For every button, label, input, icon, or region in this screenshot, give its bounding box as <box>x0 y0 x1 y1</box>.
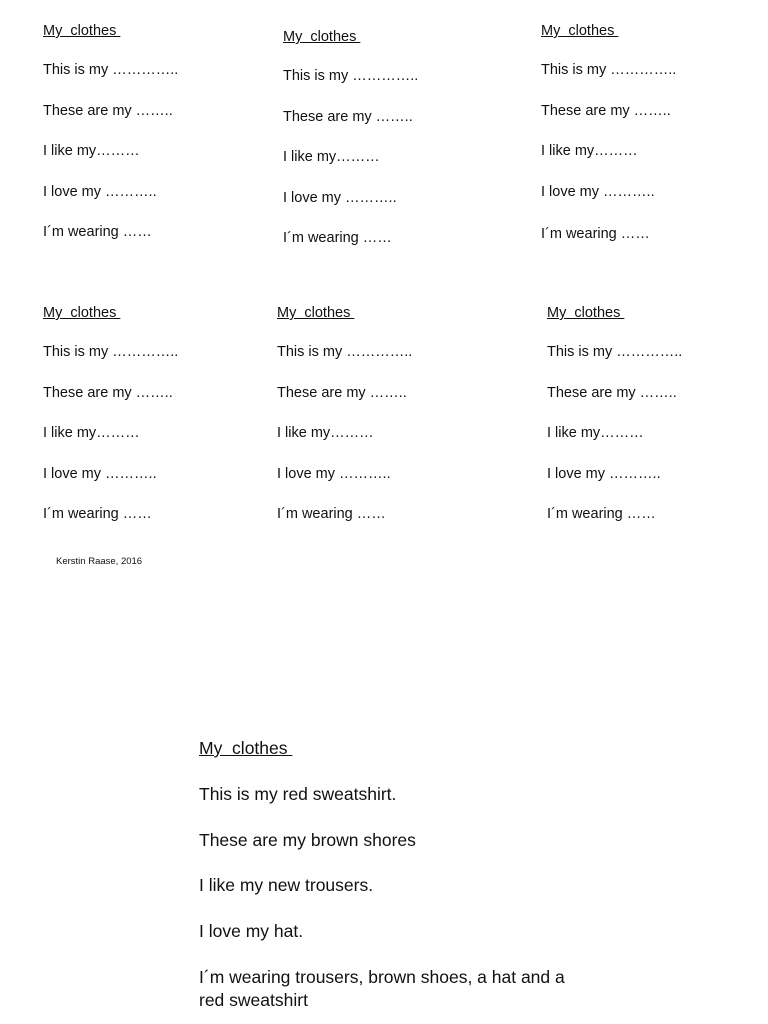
worksheet-card <box>541 23 676 243</box>
example-line: These are my brown shores <box>199 829 416 850</box>
card-line: This is my ………….. <box>277 344 413 361</box>
card-line: I love my ……….. <box>283 189 397 206</box>
card-line: I love my ……….. <box>547 465 661 482</box>
card-line: I´m wearing …… <box>43 223 152 240</box>
card-line: I love my ……….. <box>277 465 391 482</box>
card-line: This is my ………….. <box>43 344 179 361</box>
card-line: These are my …….. <box>547 384 677 401</box>
card-line: This is my ………….. <box>283 68 419 85</box>
worksheet-card <box>277 305 412 523</box>
example-title: My clothes <box>199 738 293 758</box>
card-line: I like my……… <box>283 149 380 166</box>
card-line: I like my……… <box>277 425 374 442</box>
card-line: I´m wearing …… <box>547 505 656 522</box>
example-line: I´m wearing trousers, brown shoes, a hat and a red sweatshirt <box>199 966 565 1010</box>
card-title: My clothes <box>541 23 619 39</box>
card-line: This is my ………….. <box>43 62 179 79</box>
card-line: These are my …….. <box>283 108 413 125</box>
worksheet-card <box>283 29 418 247</box>
card-line: I like my……… <box>43 143 140 160</box>
author-credit: Kerstin Raase, 2016 <box>56 556 143 567</box>
card-title: My clothes <box>43 305 121 321</box>
card-line: I´m wearing …… <box>283 229 392 246</box>
card-line: This is my ………….. <box>541 62 677 79</box>
card-title: My clothes <box>283 29 361 45</box>
worksheet-card <box>43 23 178 241</box>
card-line: I like my……… <box>547 425 644 442</box>
card-line: These are my …….. <box>541 102 671 119</box>
card-line: I love my ……….. <box>43 183 157 200</box>
card-line: These are my …….. <box>43 102 173 119</box>
card-line: I like my……… <box>43 425 140 442</box>
card-line: These are my …….. <box>277 384 407 401</box>
worksheet-card <box>43 305 178 523</box>
example-card <box>199 737 599 1011</box>
worksheet-card <box>547 305 682 523</box>
card-line: This is my ………….. <box>547 344 683 361</box>
example-line: I like my new trousers. <box>199 875 374 896</box>
card-line: I´m wearing …… <box>43 505 152 522</box>
card-line: These are my …….. <box>43 384 173 401</box>
card-line: I love my ……….. <box>541 183 655 200</box>
card-line: I like my……… <box>541 143 638 160</box>
card-title: My clothes <box>43 23 121 39</box>
card-line: I´m wearing …… <box>541 225 650 242</box>
example-line: This is my red sweatshirt. <box>199 783 397 804</box>
card-line: I´m wearing …… <box>277 505 386 522</box>
card-line: I love my ……….. <box>43 465 157 482</box>
card-title: My clothes <box>547 305 625 321</box>
example-line: I love my hat. <box>199 921 304 941</box>
card-title: My clothes <box>277 305 355 321</box>
